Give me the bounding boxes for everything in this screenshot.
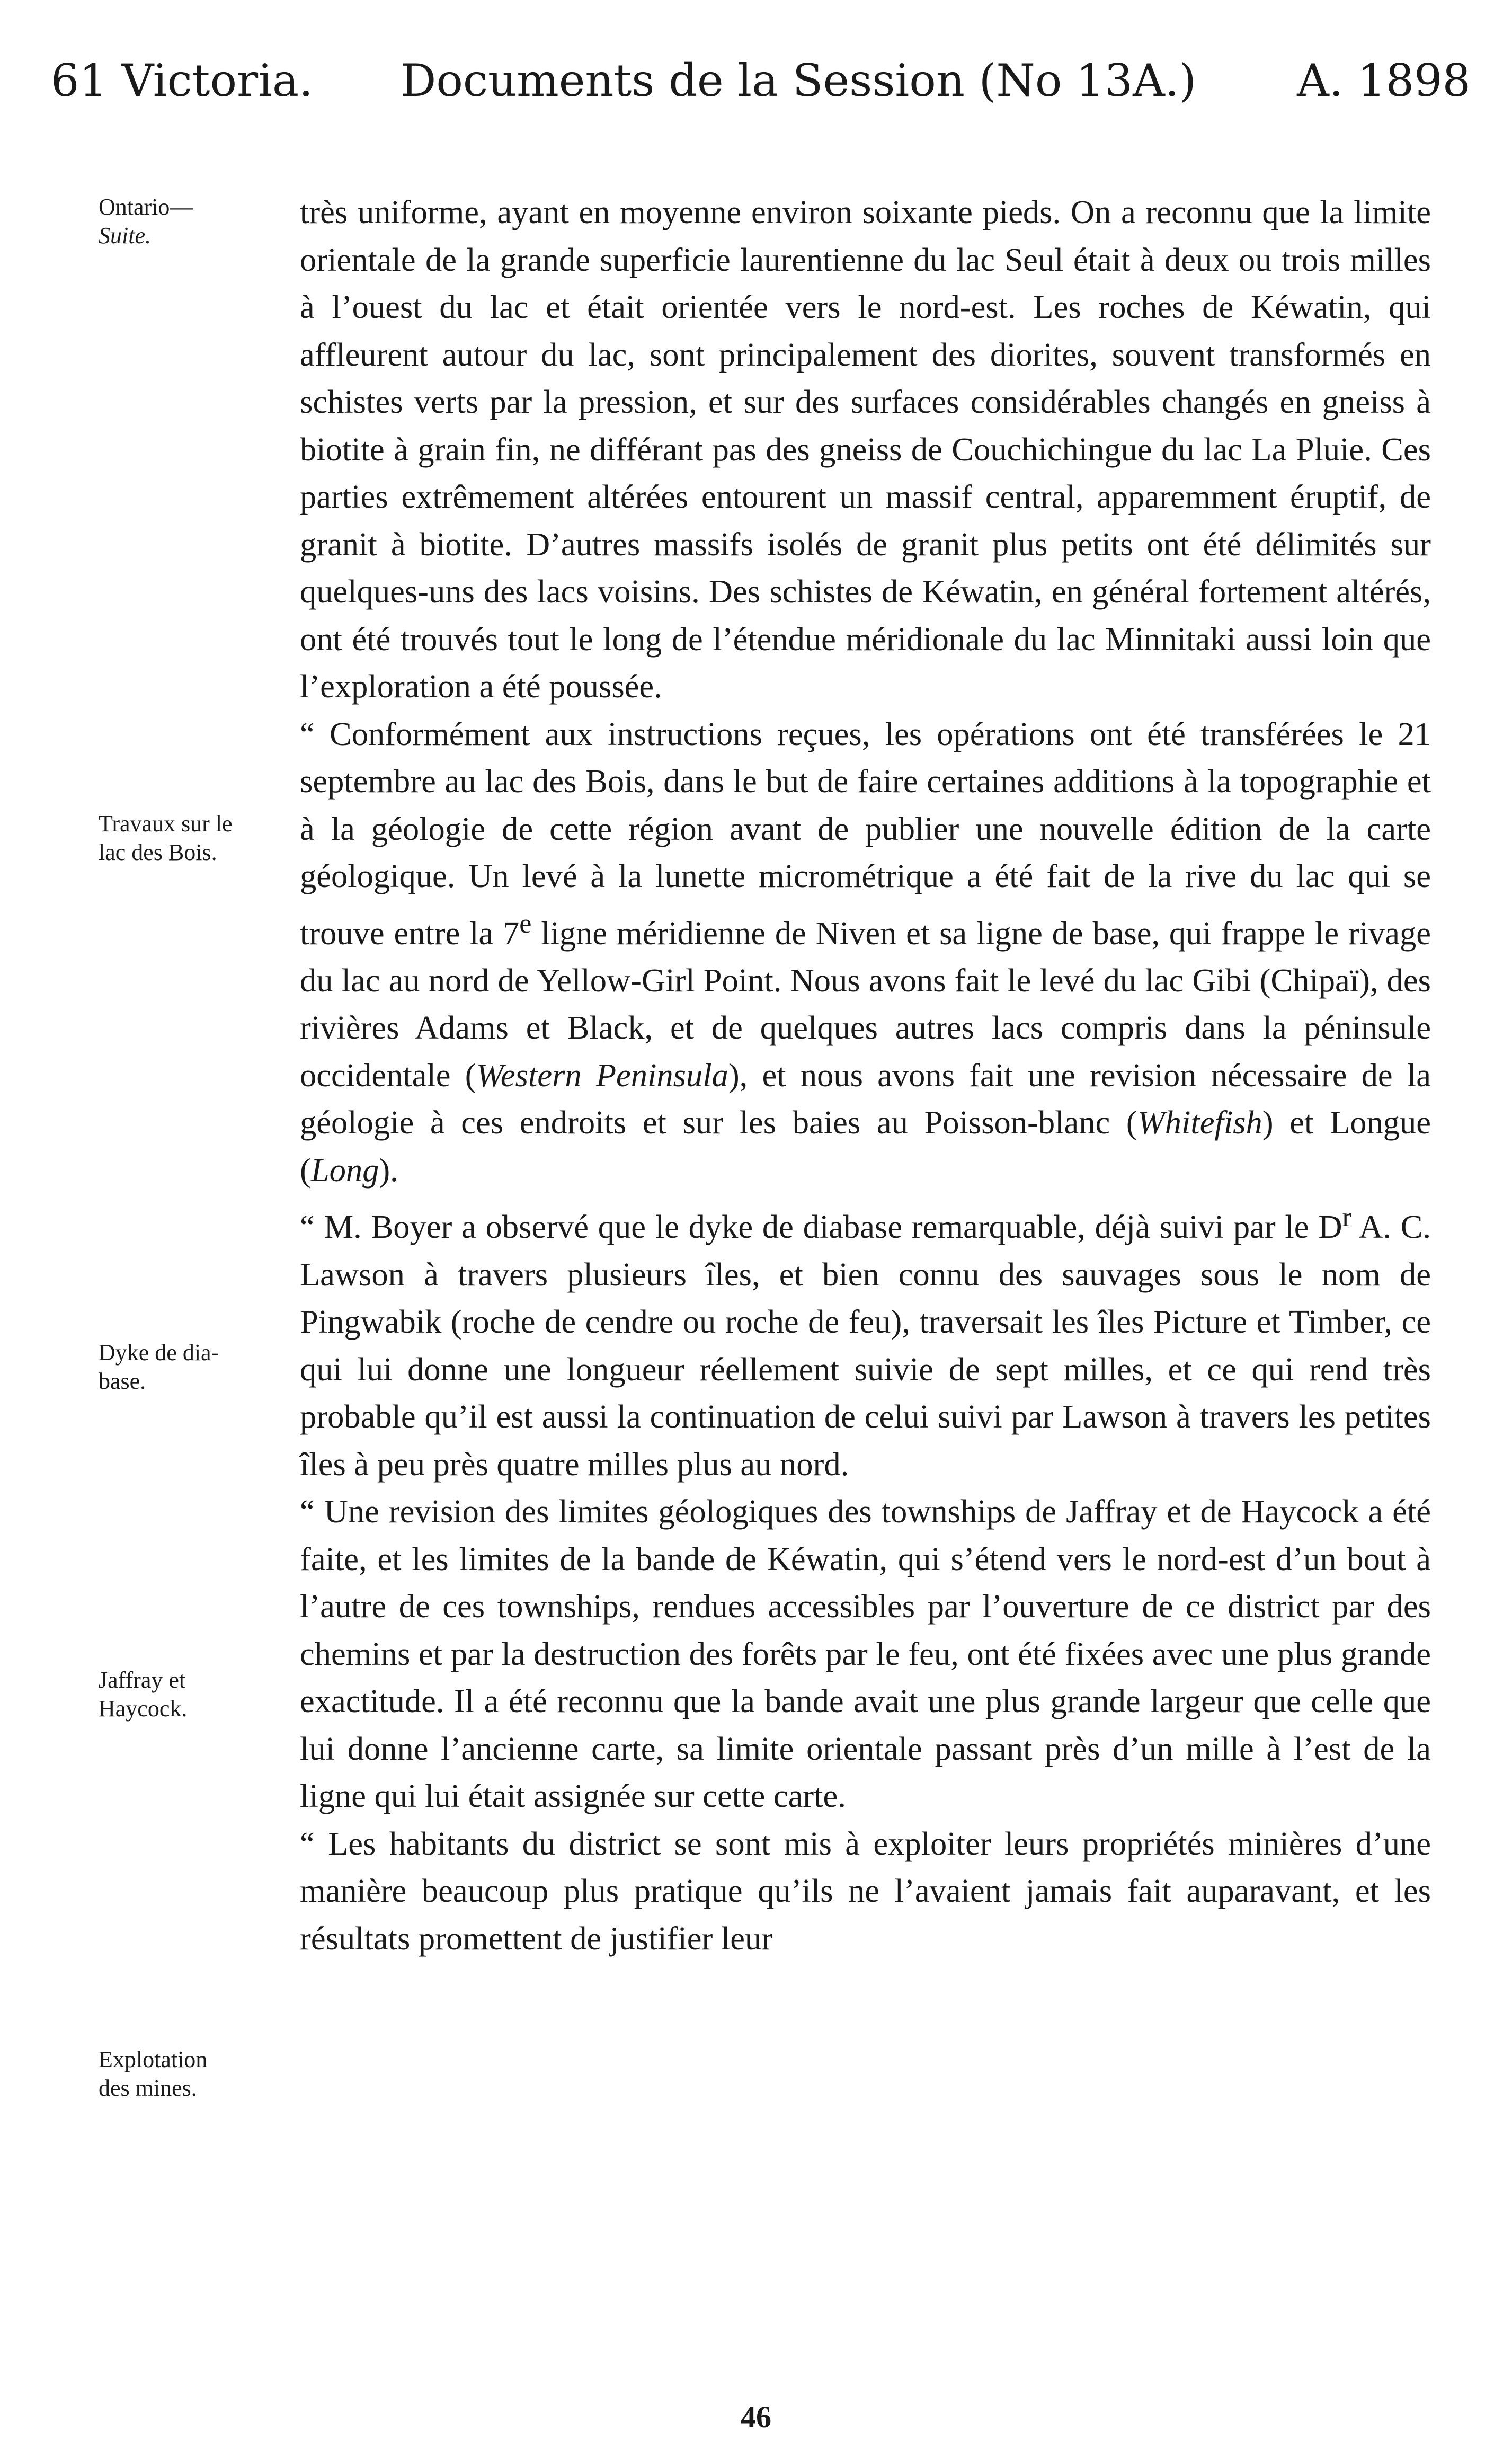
- text-run: ligne méridienne de Niven et sa ligne de base, qui frappe le rivage du lac au nord de Yellow-Girl Point. Nous avons fait le levé du lac Gibi (Chipaï), des rivières Adams et Black, et de quelques autres lacs compris dans la péninsule occidentale (: [300, 914, 1431, 1094]
- margin-note-line: lac des Bois.: [99, 839, 217, 865]
- margin-note-line: des mines.: [99, 2075, 197, 2101]
- margin-note-line: Dyke de dia-: [99, 1340, 219, 1366]
- paragraph-ontario: très uniforme, ayant en moyenne environ soixante pieds. On a reconnu que la limite orientale de la grande superficie laurentienne du lac Seul était à deux ou trois milles à l’ouest du lac et était orientée vers le nord-est. Les roches de Kéwatin, qui affleurent autour du lac, sont principalement des diorites, souvent transformés en schistes verts par la pression, et sur des surfaces considérables changés en gneiss à biotite à grain fin, ne différant pas des gneiss de Couchichingue du lac La Pluie. Ces parties extrêmement altérées entourent un massif central, apparemment éruptif, de granit à biotite. D’autres massifs isolés de granit plus petits ont été délimités sur quelques-uns des lacs voisins. Des schistes de Kéwatin, en général fortement altérés, ont été trouvés tout le long de l’étendue méridionale du lac Minnitaki aussi loin que l’exploration a été poussée.: [300, 193, 1431, 705]
- text-run: A. C. Lawson à travers plusieurs îles, et bien connu des sauvages sous le nom de Pingwabik (roche de cendre ou roche de feu), traversait les îles Picture et Timber, ce qui lui donne une longueur réellement suivie de sept milles, et ce qui rend très probable qu’il est aussi la continuation de celui suivi par Lawson à travers les petites îles à peu près quatre milles plus au nord.: [300, 1208, 1431, 1483]
- paragraph-dyke: [300, 1194, 1431, 1488]
- paragraph-jaffray-haycock: “ Une revision des limites géologiques des townships de Jaffray et de Haycock a été faite, et les limites de la bande de Kéwatin, qui s’étend vers le nord-est d’un bout à l’autre de ces townships, rendues accessibles par l’ouverture de ce district par des chemins et par la destruction des forêts par le feu, ont été fixées avec une plus grande exactitude. Il a été reconnu que la bande avait une plus grande largeur que celle que lui donne l’ancienne carte, sa limite orientale passant près d’un mille à l’est de la ligne qui lui était assignée sur cette carte.: [300, 1493, 1431, 1815]
- italic-term: Long: [310, 1151, 379, 1189]
- italic-term: Whitefish: [1137, 1104, 1262, 1141]
- page-number: 46: [741, 2400, 771, 2434]
- text-run: “ Conformément aux instructions reçues, les opérations ont été transférées le 21 septembre au lac des Bois, dans le but de faire certaines additions à la topographie et à la géologie de cette région avant de publier une nouvelle édition de la carte géologique. Un levé à la lunette micrométrique a été fait de la rive du lac qui se trouve entre la 7: [300, 715, 1431, 952]
- margin-note-line: Ontario—: [99, 194, 193, 220]
- margin-note-line: Suite.: [99, 223, 151, 249]
- paragraph-mines: “ Les habitants du district se sont mis à exploiter leurs propriétés minières d’une manière beaucoup plus pratique qu’ils ne l’avaient jamais fait auparavant, et les résultats promettent de justifier leur: [300, 1824, 1431, 1957]
- margin-note-ontario: [99, 193, 295, 250]
- superscript: e: [519, 908, 532, 939]
- text-run: ), et nous avons fait une revision nécessaire de la géologie à ces endroits et sur les baies au Poisson-blanc (: [300, 1056, 1431, 1141]
- margin-note-line: base.: [99, 1368, 146, 1394]
- margin-note-dyke: [99, 1338, 295, 1396]
- margin-note-jaffray: [99, 1666, 295, 1723]
- margin-note-mines: [99, 2045, 295, 2103]
- text-run: “ M. Boyer a observé que le dyke de diabase remarquable, déjà suivi par le D: [300, 1208, 1342, 1246]
- header-document-title: Documents de la Session (No 13A.): [401, 55, 1197, 107]
- text-run: ) et Longue (: [300, 1104, 1431, 1189]
- margin-note-line: Haycock.: [99, 1696, 188, 1722]
- body-text: [300, 189, 1431, 1962]
- text-run: ).: [379, 1151, 398, 1189]
- running-header: [51, 49, 1471, 112]
- margin-note-lac-des-bois: [99, 810, 295, 867]
- margin-note-line: Jaffray et: [99, 1667, 186, 1693]
- header-session-year: 61 Victoria.: [51, 55, 313, 107]
- margin-note-line: Travaux sur le: [99, 811, 233, 837]
- header-series-year: A. 1898: [1297, 55, 1471, 107]
- superscript: r: [1342, 1202, 1351, 1233]
- paragraph-lac-des-bois: [300, 711, 1431, 1194]
- italic-term: Western Peninsula: [476, 1056, 728, 1094]
- margin-note-line: Explotation: [99, 2046, 208, 2072]
